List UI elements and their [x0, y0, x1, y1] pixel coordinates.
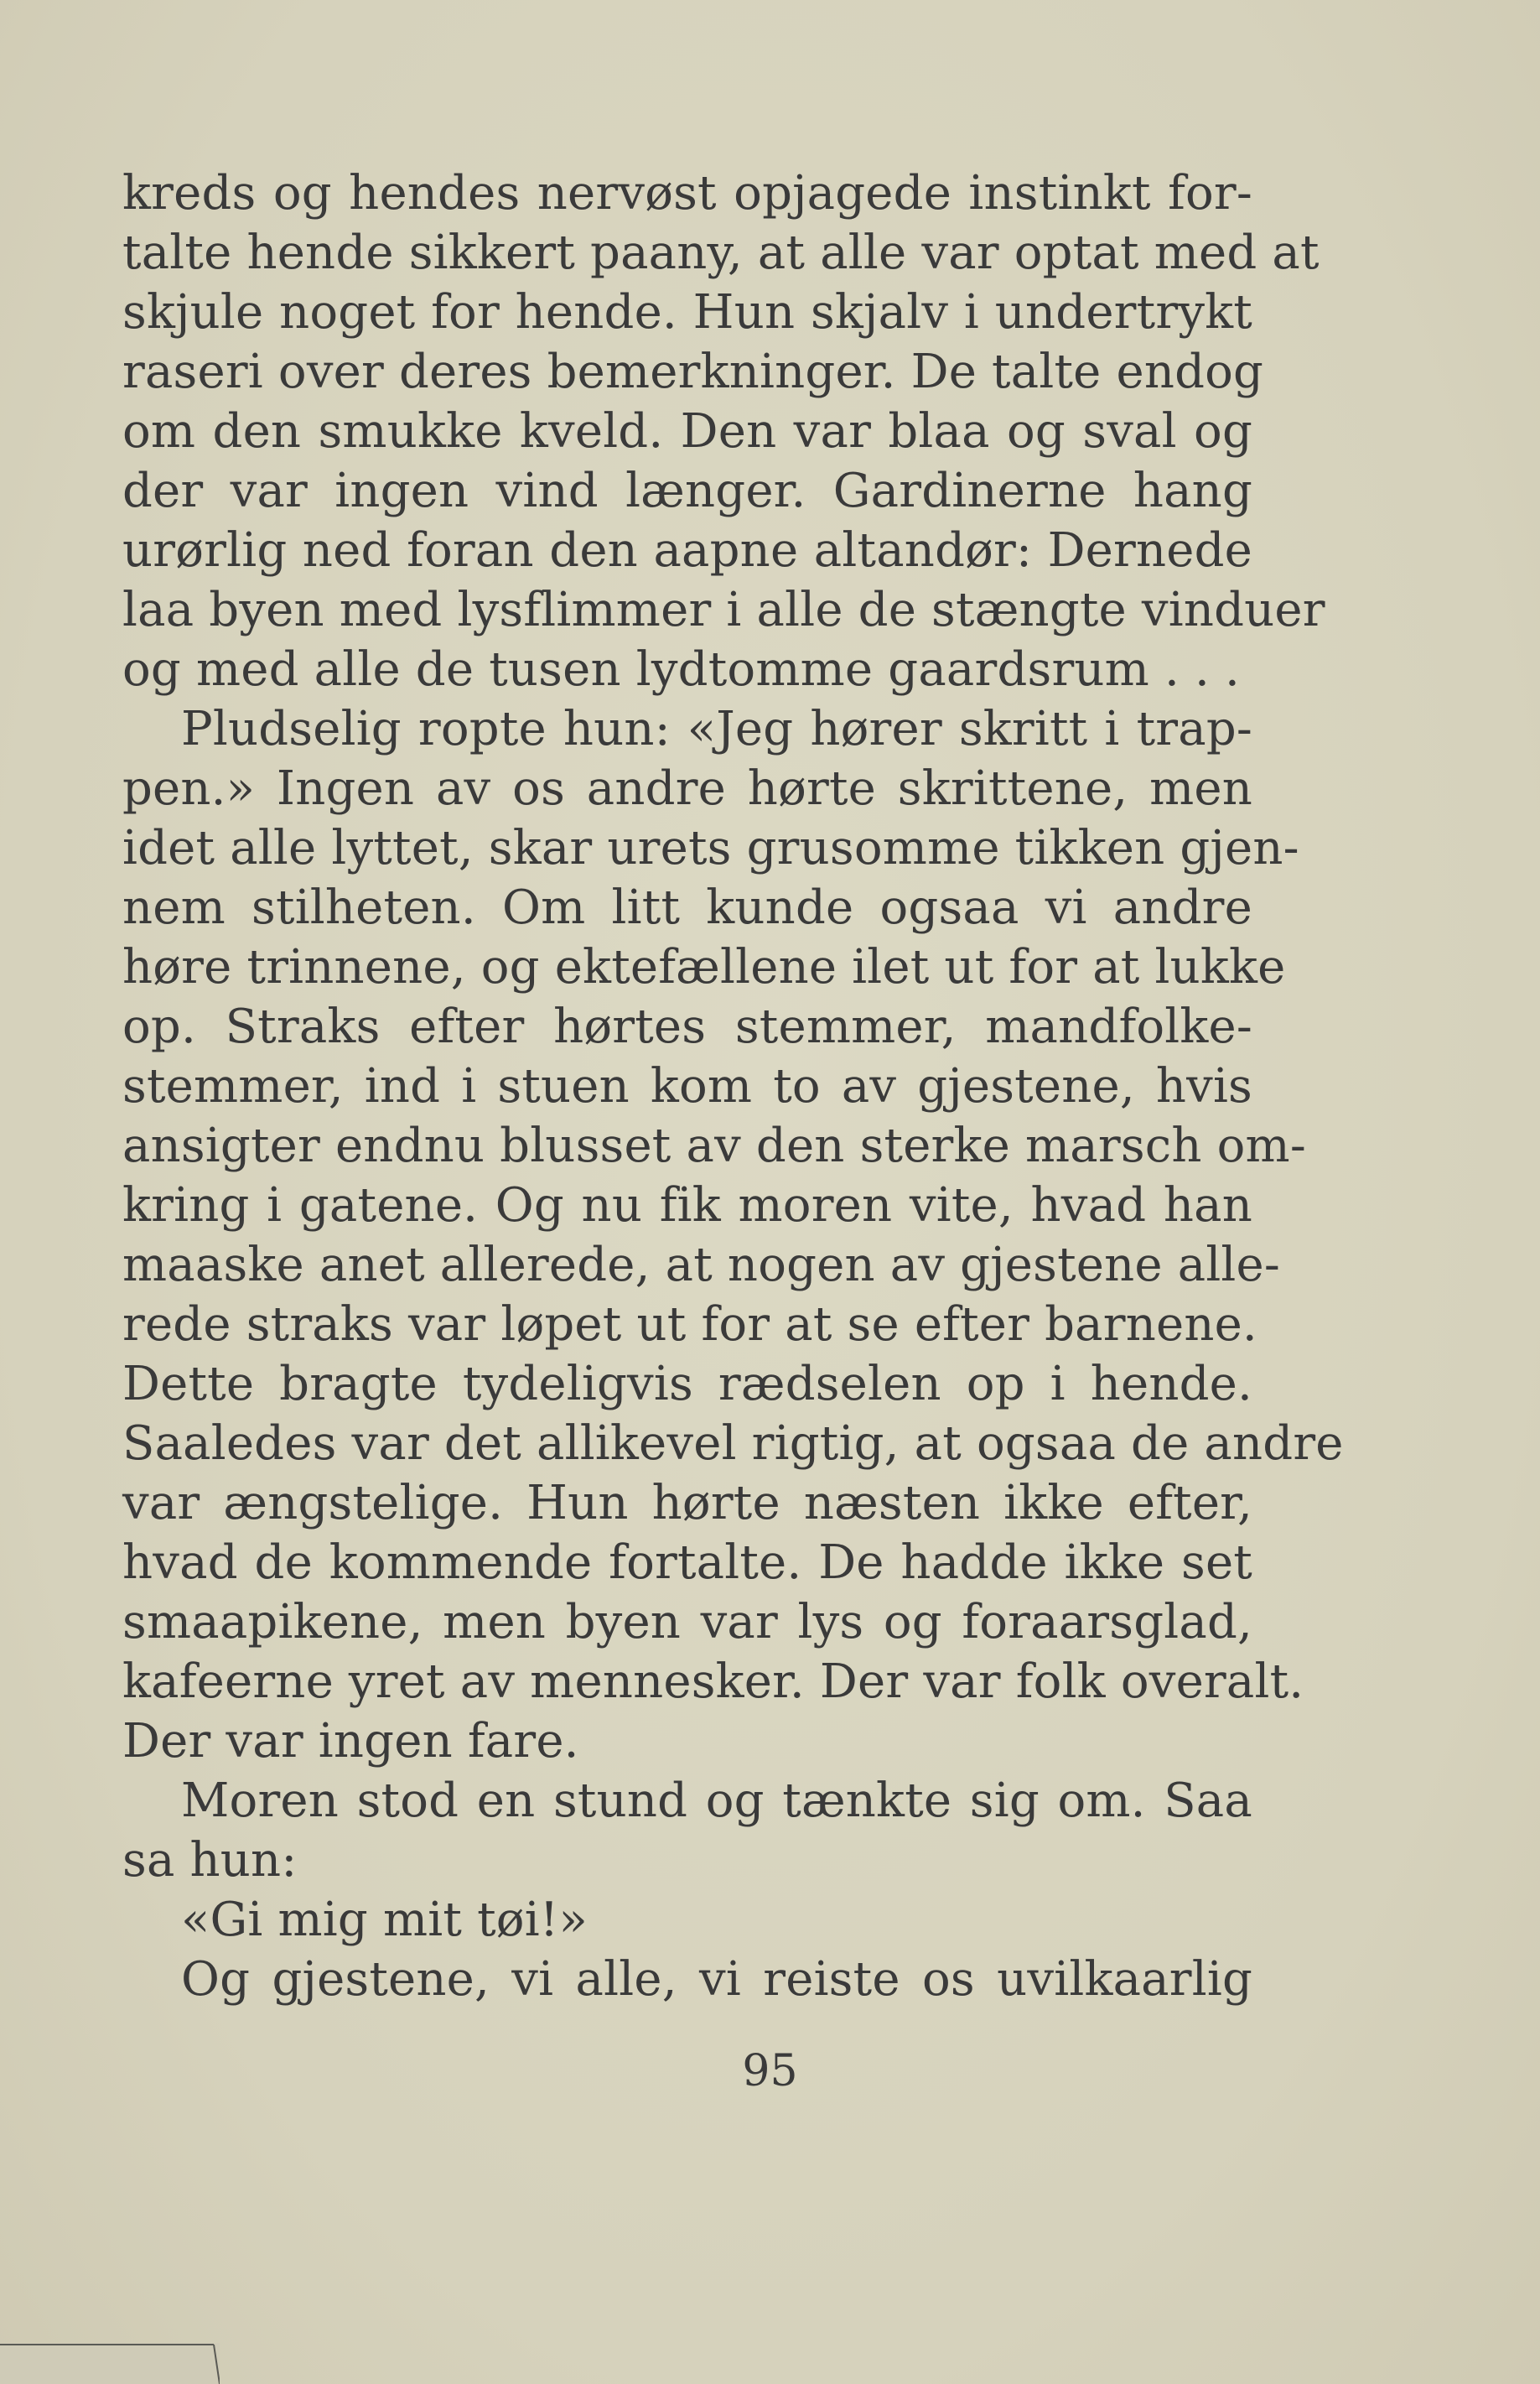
text-line: om den smukke kveld. Den var blaa og sval og	[122, 404, 1252, 459]
text-line: og med alle de tusen lydtomme gaardsrum . . .	[122, 642, 1240, 697]
text-line: nem stilheten. Om litt kunde ogsaa vi andre	[122, 880, 1252, 935]
text-line: der var ingen vind længer. Gardinerne hang	[122, 464, 1252, 518]
text-line: sa hun:	[122, 1833, 298, 1888]
text-line: laa byen med lysflimmer i alle de stængte vinduer	[122, 583, 1325, 637]
text-line: Og gjestene, vi alle, vi reiste os uvilkaarlig	[181, 1952, 1252, 2007]
text-line: Dette bragte tydeligvis rædselen op i hende.	[122, 1357, 1252, 1411]
page-edge-mark	[0, 2329, 220, 2384]
text-line: maaske anet allerede, at nogen av gjestene alle-	[122, 1238, 1280, 1292]
page-number: 95	[742, 2046, 798, 2096]
text-line: skjule noget for hende. Hun skjalv i undertrykt	[122, 285, 1252, 340]
text-line: kreds og hendes nervøst opjagede instinkt for-	[122, 166, 1252, 221]
text-line: Moren stod en stund og tænkte sig om. Saa	[181, 1774, 1252, 1828]
text-line: hvad de kommende fortalte. De hadde ikke set	[122, 1535, 1252, 1590]
text-line: Der var ingen fare.	[122, 1714, 579, 1769]
text-line: «Gi mig mit tøi!»	[181, 1893, 588, 1947]
text-line: raseri over deres bemerkninger. De talte endog	[122, 345, 1264, 399]
text-line: talte hende sikkert paany, at alle var optat med at	[122, 226, 1320, 280]
text-line: kafeerne yret av mennesker. Der var folk overalt.	[122, 1654, 1304, 1709]
text-line: smaapikene, men byen var lys og foraarsglad,	[122, 1595, 1252, 1649]
text-line: Saaledes var det allikevel rigtig, at ogsaa de andre	[122, 1416, 1344, 1471]
text-line: stemmer, ind i stuen kom to av gjestene, hvis	[122, 1059, 1252, 1114]
text-line: kring i gatene. Og nu fik moren vite, hvad han	[122, 1178, 1252, 1233]
text-line: høre trinnene, og ektefællene ilet ut for at lukke	[122, 940, 1286, 995]
text-line: rede straks var løpet ut for at se efter barnene.	[122, 1297, 1257, 1352]
text-line: op. Straks efter hørtes stemmer, mandfolke-	[122, 1000, 1252, 1054]
text-line: pen.» Ingen av os andre hørte skrittene, men	[122, 761, 1252, 816]
text-line: Pludselig ropte hun: «Jeg hører skritt i trap-	[181, 702, 1252, 756]
text-line: idet alle lyttet, skar urets grusomme tikken gjen-	[122, 821, 1299, 875]
text-line: ansigter endnu blusset av den sterke marsch om-	[122, 1119, 1306, 1173]
text-line: var ængstelige. Hun hørte næsten ikke efter,	[122, 1476, 1252, 1530]
text-line: urørlig ned foran den aapne altandør: Dernede	[122, 523, 1252, 578]
